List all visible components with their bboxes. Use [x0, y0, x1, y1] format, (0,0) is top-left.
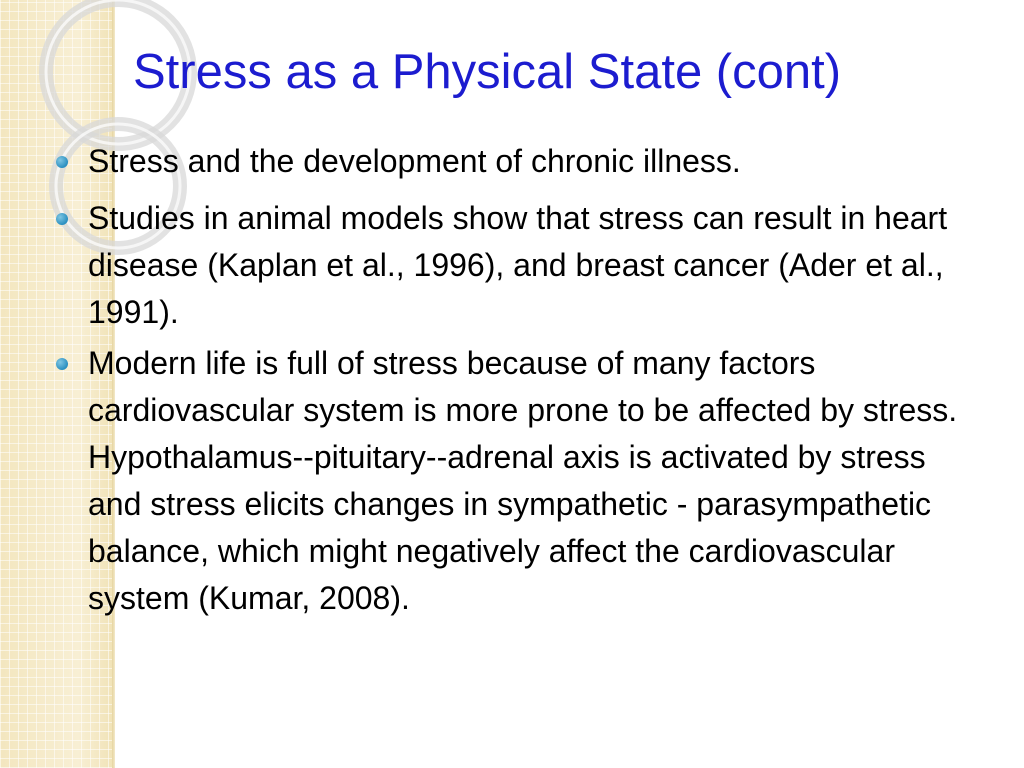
bullet-dot-icon: [56, 156, 68, 168]
bullet-list: [54, 138, 984, 632]
bullet-text: Stress and the development of chronic illness.: [88, 143, 741, 179]
bullet-item: [54, 195, 984, 336]
bullet-dot-icon: [56, 213, 68, 225]
bullet-item: [54, 138, 984, 185]
bullet-text: Modern life is full of stress because of many factors cardiovascular system is more prone to be affected by stress. Hypothalamus--pituitary--adrenal axis is activated by stress and stress elicits changes in sympathetic - parasympathetic balance, which might negatively affect the cardiovascular system (Kumar, 2008).: [88, 345, 958, 616]
bullet-item: [54, 340, 984, 622]
bullet-dot-icon: [56, 358, 68, 370]
bullet-text: Studies in animal models show that stress can result in heart disease (Kaplan et al., 1996), and breast cancer (Ader et al., 1991).: [88, 200, 948, 330]
slide-title: Stress as a Physical State (cont): [133, 45, 842, 99]
